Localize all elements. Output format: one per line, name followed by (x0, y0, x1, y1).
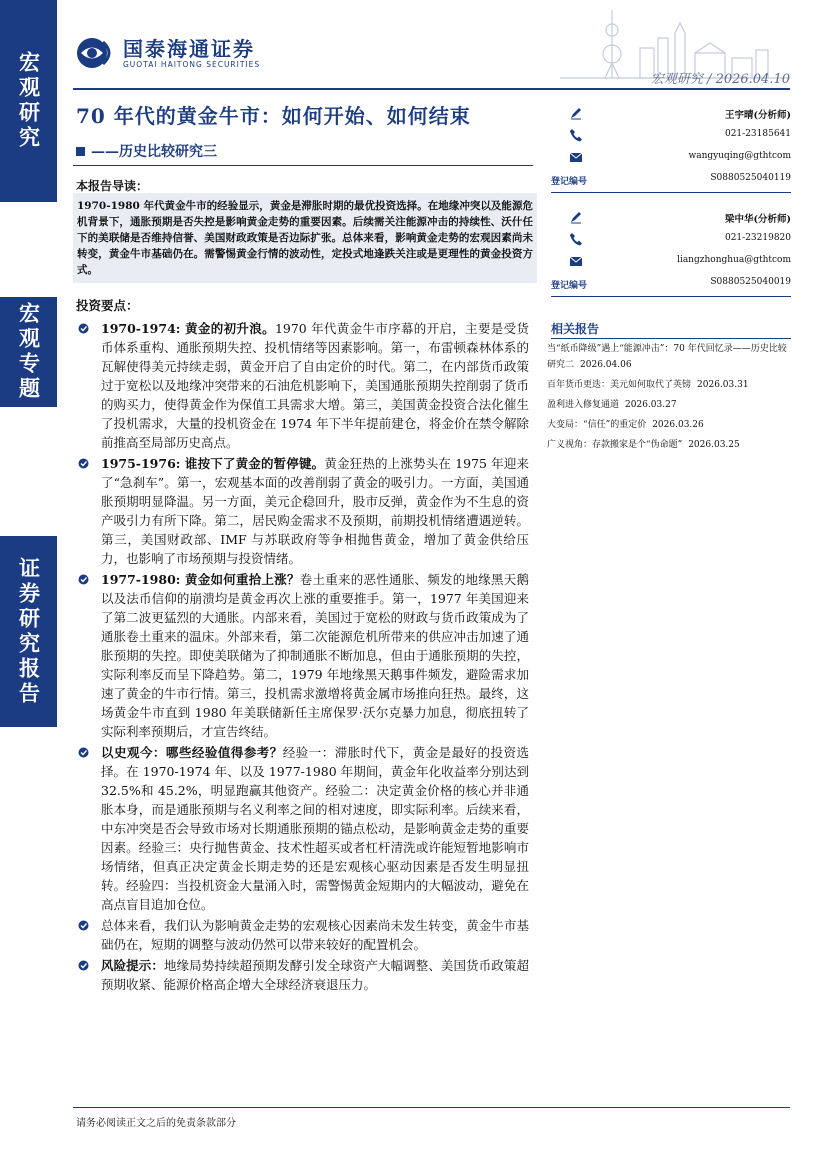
related-report-item[interactable]: 当“纸币降级”遇上“能源冲击”：70 年代回忆录——历史比较研究二 2026.04.06 (547, 344, 787, 370)
header-divider (73, 88, 790, 90)
point-item: 1977-1980: 黄金如何重拾上涨？卷土重来的恶性通胀、频发的地缘黑天鹅以及法币信仰的崩溃均是黄金再次上涨的重要推手。第一，1977 年美国迎来了第二波更猛烈的大通胀。内部来看，美国过于宽松的财政与货币政策成为了通胀卷土重来的温床。外部来看，第二次能源危机所带来的供应冲击加速了通胀预期的失控。即使美联储为了抑制通胀不断加息，但由于通胀预期的失控，实际利率反而呈下降趋势。第二，1979 年地缘黑天鹅事件频发，避险需求加速了黄金的牛市行情。第三，投机需求激增将黄金属市场推向狂热。最终，这场黄金牛市直到 1980 年美联储新任主席保罗·沃尔克暴力加息，彻底扭转了实际利率预期后，才宣告终结。 (76, 570, 529, 741)
report-subtitle: ——历史比较研究三 (76, 141, 217, 161)
point-bullet-icon (78, 458, 89, 469)
analyst-divider (551, 192, 791, 193)
points-heading: 投资要点： (76, 298, 139, 313)
point-item: 总体来看，我们认为影响黄金走势的宏观核心因素尚未发生转变，黄金牛市基础仍在，短期的调整与波动仍然可以带来较好的配置机会。 (76, 916, 529, 954)
report-title: 70 年代的黄金牛市：如何开始、如何结束 (76, 104, 471, 128)
pen-icon (569, 210, 583, 224)
analyst-name: 王宇晴(分析师) (725, 110, 791, 121)
analyst-divider (551, 296, 791, 297)
pen-icon (569, 106, 583, 120)
point-bullet-icon (78, 574, 89, 585)
point-bullet-icon (78, 920, 89, 931)
related-reports-list (547, 340, 795, 457)
email-icon (569, 254, 583, 268)
guide-summary: 1970-1980 年代黄金牛市的经验显示，黄金是滞胀时期的最优投资选择。在地缘冲突以及能源危机背景下，通胀预期是否失控是影响黄金走势的重要因素。后续需关注能源冲击的持续性、沃什任下的美联储是否维持信誉、美国财政政策是否边际扩张。总体来看，影响黄金走势的宏观因素尚未转变，黄金牛市基础仍在。需警惕黄金行情的波动性，定投式地逢跌关注或是更理性的黄金投资方式。 (73, 193, 537, 283)
logo-name-en: GUOTAI HAITONG SECURITIES (123, 59, 261, 69)
related-report-item[interactable]: 百年货币更迭：美元如何取代了英镑 2026.03.31 (547, 380, 749, 390)
registration-label: 登记编号 (551, 281, 588, 291)
logo-name-cn: 国泰海通证券 (123, 36, 255, 61)
phone-icon (569, 128, 583, 142)
point-bullet-icon (78, 747, 89, 758)
related-reports-heading: 相关报告 (551, 322, 600, 336)
disclaimer-note: 请务必阅读正文之后的免责条款部分 (76, 1118, 236, 1129)
related-report-item[interactable]: 广义视角：存款搬家是个“伪命题” 2026.03.25 (547, 440, 740, 450)
investment-points (76, 319, 529, 996)
analyst-email[interactable]: liangzhonghua@gthtcom (677, 255, 791, 265)
point-item-risk: 风险提示：地缘局势持续超预期发酵引发全球资产大幅调整、美国货币政策超预期收紧、能源价格高企增大全球经济衰退压力。 (76, 956, 529, 994)
point-bullet-icon (78, 960, 89, 971)
company-logo (75, 36, 260, 70)
footer-divider (73, 1107, 790, 1108)
analyst-name: 梁中华(分析师) (725, 214, 791, 225)
related-report-item[interactable]: 盈利进入修复通道 2026.03.27 (547, 400, 677, 410)
point-item: 1975-1976: 谁按下了黄金的暂停键。黄金狂热的上涨势头在 1975 年迎来了“急刹车”。第一，宏观基本面的改善削弱了黄金的吸引力。一方面，美国通胀预期明显降温。另一方面，美元企稳回升，股市反弹，黄金作为不生息的资产吸引力有所下降。第二，居民购金需求不及预期，前期投机情绪遭遇逆转。第三，美国财政部、IMF 与苏联政府等争相抛售黄金，增加了黄金供给压力，也影响了市场预期与投资情绪。 (76, 454, 529, 568)
sidebar-label-macro-topic: 宏观专题 (0, 297, 57, 407)
related-report-item[interactable]: 大变局：“信任”的重定价 2026.03.26 (547, 420, 704, 430)
registration-label: 登记编号 (551, 177, 588, 187)
point-bullet-icon (78, 323, 89, 334)
registration-number: S0880525040119 (710, 173, 791, 183)
analyst-email[interactable]: wangyuqing@gthtcom (688, 151, 791, 161)
point-item: 以史观今：哪些经验值得参考？经验一：滞胀时代下，黄金是最好的投资选择。在 1970-1974 年、以及 1977-1980 年期间，黄金年化收益率分别达到 32.5%和 45.2%，明显跑赢其他资产。经验二：决定黄金价格的核心并非通胀本身，而是通胀预期与名义利率之间的相对速度，即实际利率。后续来看，中东冲突是否会导致市场对长期通胀预期的锚点松动，是影响黄金走势的重要因素。经验三：央行抛售黄金、技术性超买或者杠杆清洗或许能短暂地影响市场情绪，但真正决定黄金长期走势的还是宏观核心驱动因素是否发生明显扭转。经验四：当投机资金大量涌入时，需警惕黄金短期内的大幅波动，避免在高点盲目追加仓位。 (76, 743, 529, 914)
analyst-phone: 021-23219820 (724, 233, 791, 243)
registration-number: S0880525040019 (710, 277, 791, 287)
analyst-card (551, 104, 791, 192)
subtitle-divider (73, 165, 533, 166)
email-icon (569, 150, 583, 164)
analyst-phone: 021-23185641 (724, 129, 791, 139)
square-bullet-icon (76, 147, 85, 156)
logo-mark-icon (75, 36, 115, 70)
sidebar-label-securities-report: 证券研究报告 (0, 536, 57, 727)
header-category-date: 宏观研究 / 2026.04.10 (650, 72, 790, 87)
analyst-card (551, 208, 791, 296)
sidebar-label-macro-research: 宏观研究 (0, 0, 57, 202)
phone-icon (569, 232, 583, 246)
point-item: 1970-1974: 黄金的初升浪。1970 年代黄金牛市序幕的开启，主要是受货币体系重构、通胀预期失控、投机情绪等因素影响。第一，布雷顿森林体系的瓦解使得美元持续走弱，黄金开启了自由定价的时代。第二，在内部货币政策过于宽松以及地缘冲突带来的石油危机影响下，美国通胀预期失控削弱了货币的购买力，使得黄金作为保值工具需求大增。第三，美国黄金投资合法化催生了投机需求，大量的投机资金在 1974 年下半年提前建仓，将金价在禁令解除前推高至局部历史高点。 (76, 319, 529, 452)
guide-heading: 本报告导读： (76, 179, 149, 193)
related-divider (551, 338, 791, 339)
